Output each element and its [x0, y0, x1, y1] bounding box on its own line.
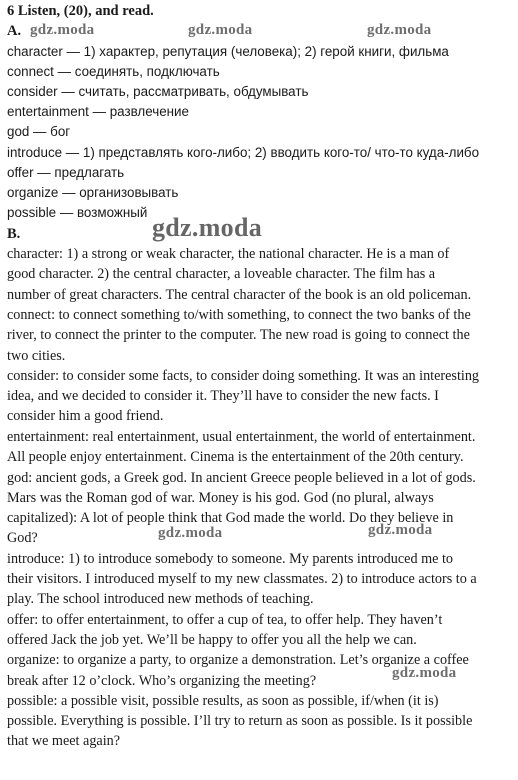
text-line: river, to connect the printer to the computer. The new road is going to connect the: [7, 327, 470, 343]
text-line: introduce: 1) to introduce somebody to someone. My parents introduced me to: [7, 551, 454, 567]
section-a-label: A.: [7, 23, 22, 39]
vocab-item: character — 1) характер, репутация (человека); 2) герой книги, фильма: [7, 44, 449, 59]
text-line: consider him a good friend.: [7, 408, 164, 424]
watermark: gdz.moda: [152, 213, 263, 242]
text-line: possible. Everything is possible. I’ll try to return as soon as possible. Is it possible: [7, 713, 473, 729]
text-line: consider: to consider some facts, to consider doing something. It was an interesting: [7, 368, 480, 384]
watermark: gdz.moda: [188, 22, 253, 38]
vocab-item: introduce — 1) представлять кого-либо; 2) вводить кого-то/ что-то куда-либо: [7, 145, 480, 160]
text-line: two cities.: [7, 348, 66, 364]
text-line: Mars was the Roman god of war. Money is his god. God (no plural, always: [7, 490, 434, 506]
text-line: play. The school introduced new methods of teaching.: [7, 591, 314, 607]
vocab-item: consider — считать, рассматривать, обдумывать: [7, 84, 309, 99]
text-line: idea, and we decided to consider it. They’ll have to consider the new facts. I: [7, 388, 439, 404]
watermark: gdz.moda: [367, 22, 432, 38]
section-b-label: B.: [7, 226, 21, 242]
text-line: number of great characters. The central character of the book is an old policeman.: [7, 287, 472, 303]
vocab-item: entertainment — развлечение: [7, 104, 189, 119]
text-line: their visitors. I introduced myself to my new classmates. 2) to introduce actors to a: [7, 571, 477, 587]
vocab-item: connect — соединять, подключать: [7, 64, 220, 79]
text-line: entertainment: real entertainment, usual entertainment, the world of entertainment.: [7, 429, 476, 445]
text-line: good character. 2) the central character, a loveable character. The film has a: [7, 266, 436, 282]
watermark: gdz.moda: [30, 22, 95, 38]
text-line: character: 1) a strong or weak character, the national character. He is a man of: [7, 246, 450, 262]
vocab-item: possible — возможный: [7, 205, 148, 220]
watermark: gdz.moda: [392, 665, 457, 681]
text-line: break after 12 o’clock. Who’s organizing the meeting?: [7, 673, 317, 689]
text-line: organize: to organize a party, to organize a demonstration. Let’s organize a coffee: [7, 652, 469, 668]
vocab-item: organize — организовывать: [7, 185, 179, 200]
text-line: capitalized): A lot of people think that God made the world. Do they believe in: [7, 510, 454, 526]
exercise-heading: 6 Listen, (20), and read.: [7, 3, 154, 19]
text-line: that we meet again?: [7, 733, 121, 749]
text-line: connect: to connect something to/with something, to connect the two banks of the: [7, 307, 471, 323]
text-line: offered Jack the job yet. We’ll be happy to offer you all the help we can.: [7, 632, 417, 648]
text-line: possible: a possible visit, possible results, as soon as possible, if/when (it is): [7, 693, 439, 709]
text-line: offer: to offer entertainment, to offer a cup of tea, to offer help. They haven’t: [7, 612, 443, 628]
vocab-item: offer — предлагать: [7, 165, 125, 180]
text-line: god: ancient gods, a Greek god. In ancient Greece people believed in a lot of gods.: [7, 470, 476, 486]
watermark: gdz.moda: [368, 522, 433, 538]
text-line: All people enjoy entertainment. Cinema is the entertainment of the 20th century.: [7, 449, 464, 465]
watermark: gdz.moda: [158, 525, 223, 541]
vocab-item: god — бог: [7, 124, 71, 139]
text-line: God?: [7, 530, 38, 546]
